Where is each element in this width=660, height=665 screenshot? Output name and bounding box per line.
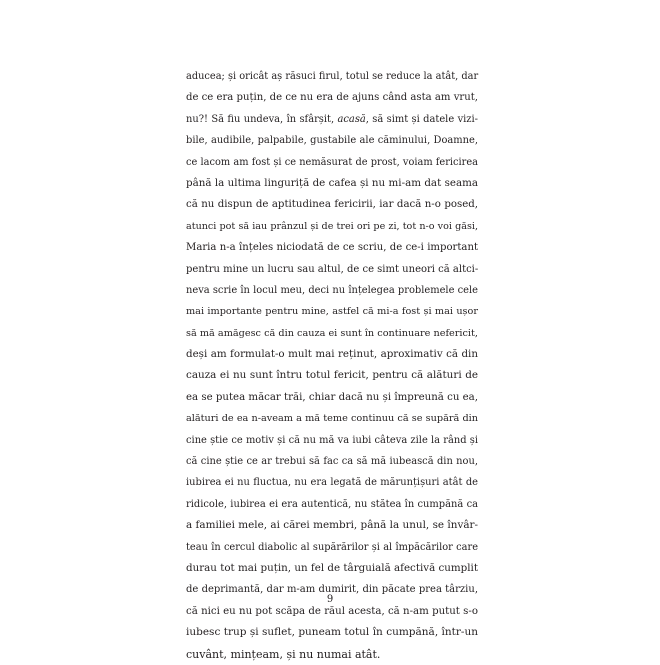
text-line: durau tot mai puțin, un fel de târguială afectivă cumplit xyxy=(186,561,478,574)
text-line: ce lacom am fost și ce nemăsurat de prost, voiam fericirea xyxy=(186,156,478,168)
text-line: să mă amăgesc că din cauza ei sunt în continuare nefericit, xyxy=(186,327,478,339)
text-line: ea se putea măcar trăi, chiar dacă nu și împreună cu ea, xyxy=(186,391,478,403)
text-line: nu?! Să fiu undeva, în sfârșit, acasă, să simt și datele vizi- xyxy=(186,113,478,125)
text-line-last: cuvânt, mințeam, și nu numai atât. xyxy=(186,647,381,661)
text-line: ridicole, iubirea ei era autentică, nu stătea în cumpănă ca xyxy=(186,498,478,510)
emphasis: acasă xyxy=(337,113,366,125)
text-line: aducea; și oricât aș răsuci firul, totul se reduce la atât, dar xyxy=(186,71,479,82)
text-line: Maria n-a înțeles niciodată de ce scriu, de ce-i important xyxy=(186,242,478,254)
body-text xyxy=(186,66,478,665)
text-line: atunci pot să iau prânzul și de trei ori pe zi, tot n-o voi găsi, xyxy=(186,220,478,232)
text-line: a familiei mele, ai cărei membri, până la unul, se învâr- xyxy=(186,519,478,532)
page-number: 9 xyxy=(326,594,334,605)
text-line: de deprimantă, dar m-am dumirit, din păcate prea târziu, xyxy=(186,584,478,596)
text-line: mai importante pentru mine, astfel că mi-a fost și mai ușor xyxy=(186,306,478,318)
text-line: cine știe ce motiv și că nu mă va iubi câteva zile la rând și xyxy=(186,434,478,446)
text-line: deși am formulat-o mult mai reținut, aproximativ că din xyxy=(186,348,478,361)
text-line: că nici eu nu pot scăpa de răul acesta, că n-am putut s-o xyxy=(186,605,478,617)
text-line: că nu dispun de aptitudinea fericirii, iar dacă n-o posed, xyxy=(186,199,478,211)
text-line: iubesc trup și suflet, puneam totul în cumpănă, într-un xyxy=(186,626,478,639)
text-line: de ce era puțin, de ce nu era de ajuns când asta am vrut, xyxy=(186,92,478,104)
text-line: iubirea ei nu fluctua, nu era legată de mărunțișuri atât de xyxy=(186,477,478,489)
text-line: bile, audibile, palpabile, gustabile ale căminului, Doamne, xyxy=(186,135,478,147)
text-line: că cine știe ce ar trebui să fac ca să mă iubească din nou, xyxy=(186,456,478,468)
text-line: cauza ei nu sunt întru totul fericit, pentru că alături de xyxy=(186,369,478,382)
text-line: pentru mine un lucru sau altul, de ce simt uneori că altci- xyxy=(186,263,479,275)
text-line: alături de ea n-aveam a mă teme continuu că se supără din xyxy=(186,413,478,425)
text-line: neva scrie în locul meu, deci nu înțelegea problemele cele xyxy=(186,284,478,296)
text-line: până la ultima linguriță de cafea și nu mi-am dat seama xyxy=(186,176,478,189)
text-line: teau în cercul diabolic al supărărilor și al împăcărilor care xyxy=(186,541,478,553)
